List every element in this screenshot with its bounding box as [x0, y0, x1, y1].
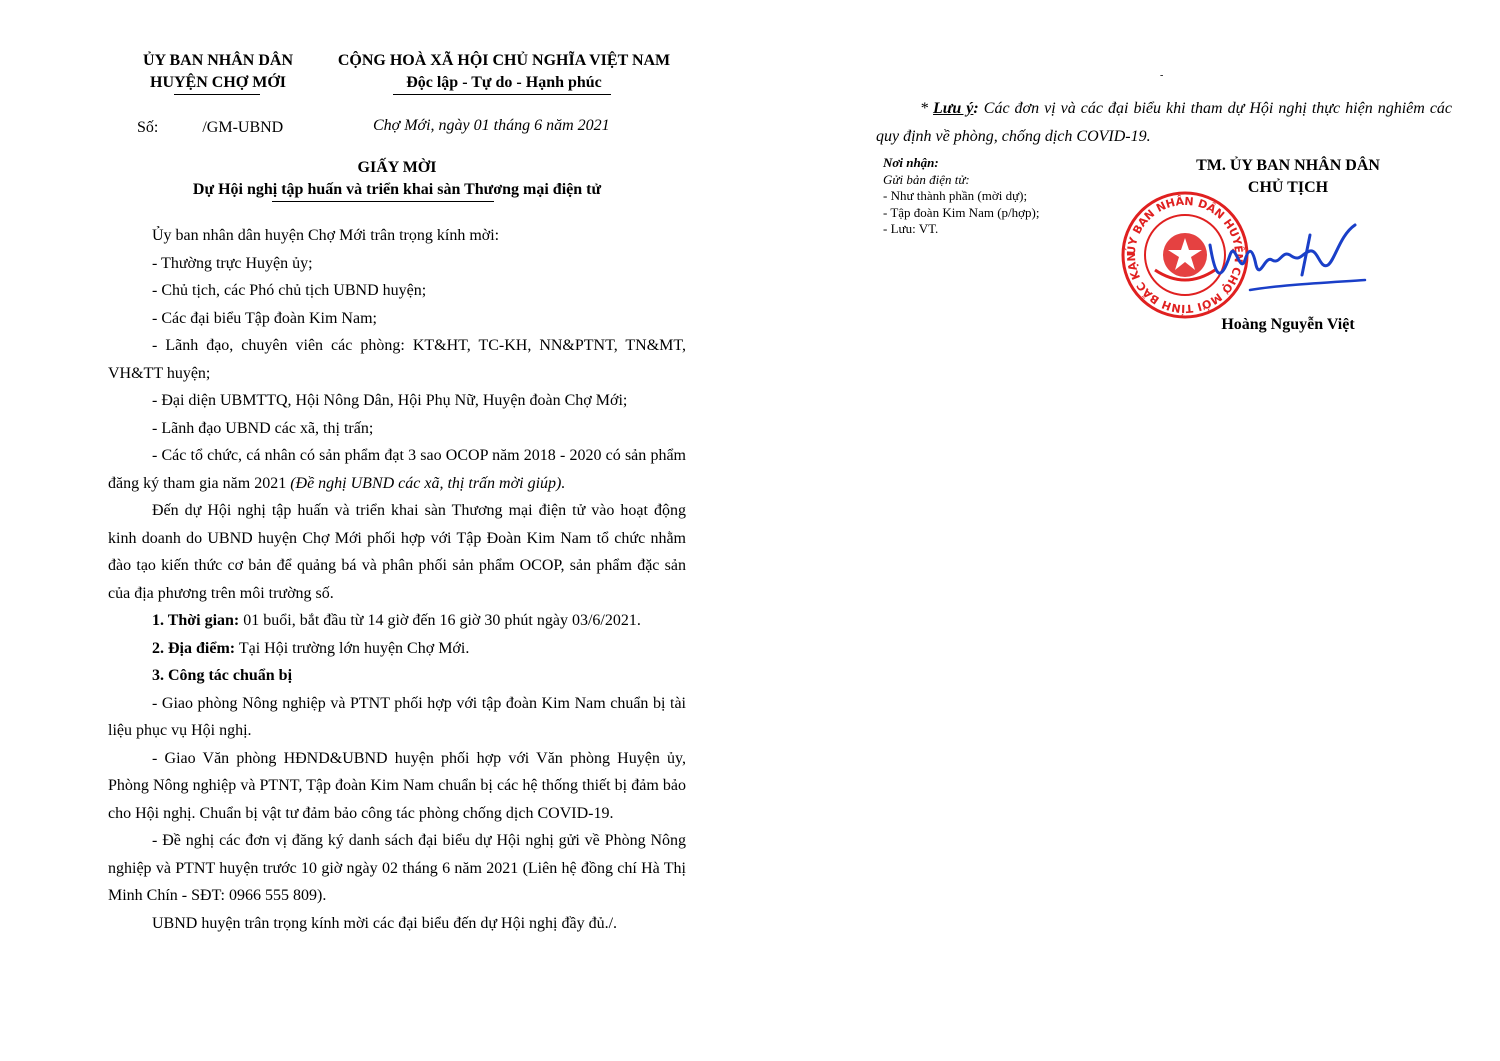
time-value: 01 buổi, bắt đầu từ 14 giờ đến 16 giờ 30 phút ngày 03/6/2021.: [239, 612, 641, 629]
document-title: [108, 157, 686, 201]
note-label: Lưu ý: [933, 100, 974, 117]
title-main: GIẤY MỜI: [357, 159, 437, 176]
agency-underline: [174, 94, 260, 95]
recipients-block: [883, 155, 1113, 238]
time-label: 1. Thời gian:: [152, 612, 240, 629]
motto-underline: [393, 94, 611, 95]
signature-icon: [1190, 215, 1370, 305]
recipient-item: - Lưu: VT.: [883, 221, 939, 236]
title-sub: Dự Hội nghị tập huấn và triển khai sàn Thương mại điện tử: [192, 181, 602, 198]
purpose-paragraph: Đến dự Hội nghị tập huấn và triển khai sàn Thương mại điện tử vào hoạt động kinh doanh do UBND huyện Chợ Mới phối hợp với Tập Đoàn Kim Nam tổ chức nhằm đào tạo kiến thức cơ bản để quảng bá và phân phối sản phẩm OCOP, sản phẩm đặc sản của địa phương trên môi trường số.: [108, 502, 686, 602]
doc-number-label: Số:: [137, 119, 159, 136]
nation-header: [318, 50, 690, 94]
recipients-sub: Gửi bản điện tử:: [883, 171, 970, 187]
recipients-title: Nơi nhận:: [883, 155, 939, 170]
prep-item: - Giao phòng Nông nghiệp và PTNT phối hợp với tập đoàn Kim Nam chuẩn bị tài liệu phục vụ Hội nghị.: [108, 694, 686, 739]
agency-header: [118, 50, 318, 94]
signature-line2: CHỦ TỊCH: [1247, 179, 1329, 196]
ocop-invitee: [108, 442, 686, 497]
signer-name: Hoàng Nguyễn Việt: [1221, 316, 1355, 333]
seal-text: ỦY BAN NHÂN DÂN HUYỆN CHỢ MỚI TỈNH BẮC KẠN: [1124, 194, 1246, 316]
invitee-item: - Các đại biểu Tập đoàn Kim Nam;: [152, 309, 377, 327]
closing-line: UBND huyện trân trọng kính mời các đại biểu đến dự Hội nghị đầy đủ./.: [152, 914, 618, 932]
place-label: 2. Địa điểm:: [152, 639, 236, 657]
invitee-item: - Lãnh đạo, chuyên viên các phòng: KT&HT, TC-KH, NN&PTNT, TN&MT, VH&TT huyện;: [108, 337, 686, 382]
note-star: *: [920, 100, 934, 117]
invitee-item: - Thường trực Huyện ủy;: [152, 254, 313, 272]
title-underline: [272, 201, 494, 202]
agency-line1: ỦY BAN NHÂN DÂN: [142, 52, 294, 69]
time-paragraph: [108, 607, 686, 635]
recipient-item: - Tập đoàn Kim Nam (p/hợp);: [883, 204, 1040, 220]
signature-line1: TM. ỦY BAN NHÂN DÂN: [1196, 157, 1380, 174]
covid-note: [876, 95, 1452, 150]
invitee-item: - Chủ tịch, các Phó chủ tịch UBND huyện;: [152, 282, 427, 299]
letter-body: [108, 222, 686, 937]
prep-item: - Giao Văn phòng HĐND&UBND huyện phối hợp với Văn phòng Huyện ủy, Phòng Nông nghiệp và PTNT, Tập đoàn Kim Nam chuẩn bị các hệ thống thiết bị đảm bảo cho Hội nghị. Chuẩn bị vật tư đảm bảo công tác phòng chống dịch COVID-19.: [108, 749, 686, 822]
place-paragraph: [108, 635, 686, 663]
note-colon: :: [973, 100, 979, 117]
nation-line1: CỘNG HOÀ XÃ HỘI CHỦ NGHĨA VIỆT NAM: [337, 52, 671, 69]
place-date: Chợ Mới, ngày 01 tháng 6 năm 2021: [373, 117, 610, 134]
prep-heading: 3. Công tác chuẩn bị: [152, 667, 293, 684]
ocop-note: (Đề nghị UBND các xã, thị trấn mời giúp).: [290, 474, 566, 492]
page-mark: -: [1160, 70, 1164, 81]
recipient-item: - Như thành phần (mời dự);: [883, 188, 1028, 203]
doc-number-suffix: /GM-UBND: [202, 119, 284, 136]
intro-line: Ủy ban nhân dân huyện Chợ Mới trân trọng kính mời:: [152, 227, 500, 244]
agency-line2: HUYỆN CHỢ MỚI: [150, 74, 286, 91]
note-text: Các đơn vị và các đại biểu khi tham dự Hội nghị thực hiện nghiêm các quy định về phòng, chống dịch COVID-19.: [876, 100, 1453, 145]
place-value: Tại Hội trường lớn huyện Chợ Mới.: [235, 639, 470, 657]
doc-number: [137, 119, 283, 137]
invitee-item: - Lãnh đạo UBND các xã, thị trấn;: [152, 419, 374, 437]
prep-item: - Đề nghị các đơn vị đăng ký danh sách đại biểu dự Hội nghị gửi về Phòng Nông nghiệp và PTNT huyện trước 10 giờ ngày 02 tháng 6 năm 2021 (Liên hệ đồng chí Hà Thị Minh Chín - SĐT: 0966 555 809).: [108, 832, 686, 904]
nation-line2: Độc lập - Tự do - Hạnh phúc: [406, 74, 602, 91]
ocop-line: - Các tổ chức, cá nhân có sản phẩm đạt 3 sao OCOP năm 2018 - 2020 có sản phẩm đăng ký tham gia năm 2021: [108, 447, 686, 492]
invitee-item: - Đại diện UBMTTQ, Hội Nông Dân, Hội Phụ Nữ, Huyện đoàn Chợ Mới;: [152, 392, 628, 409]
